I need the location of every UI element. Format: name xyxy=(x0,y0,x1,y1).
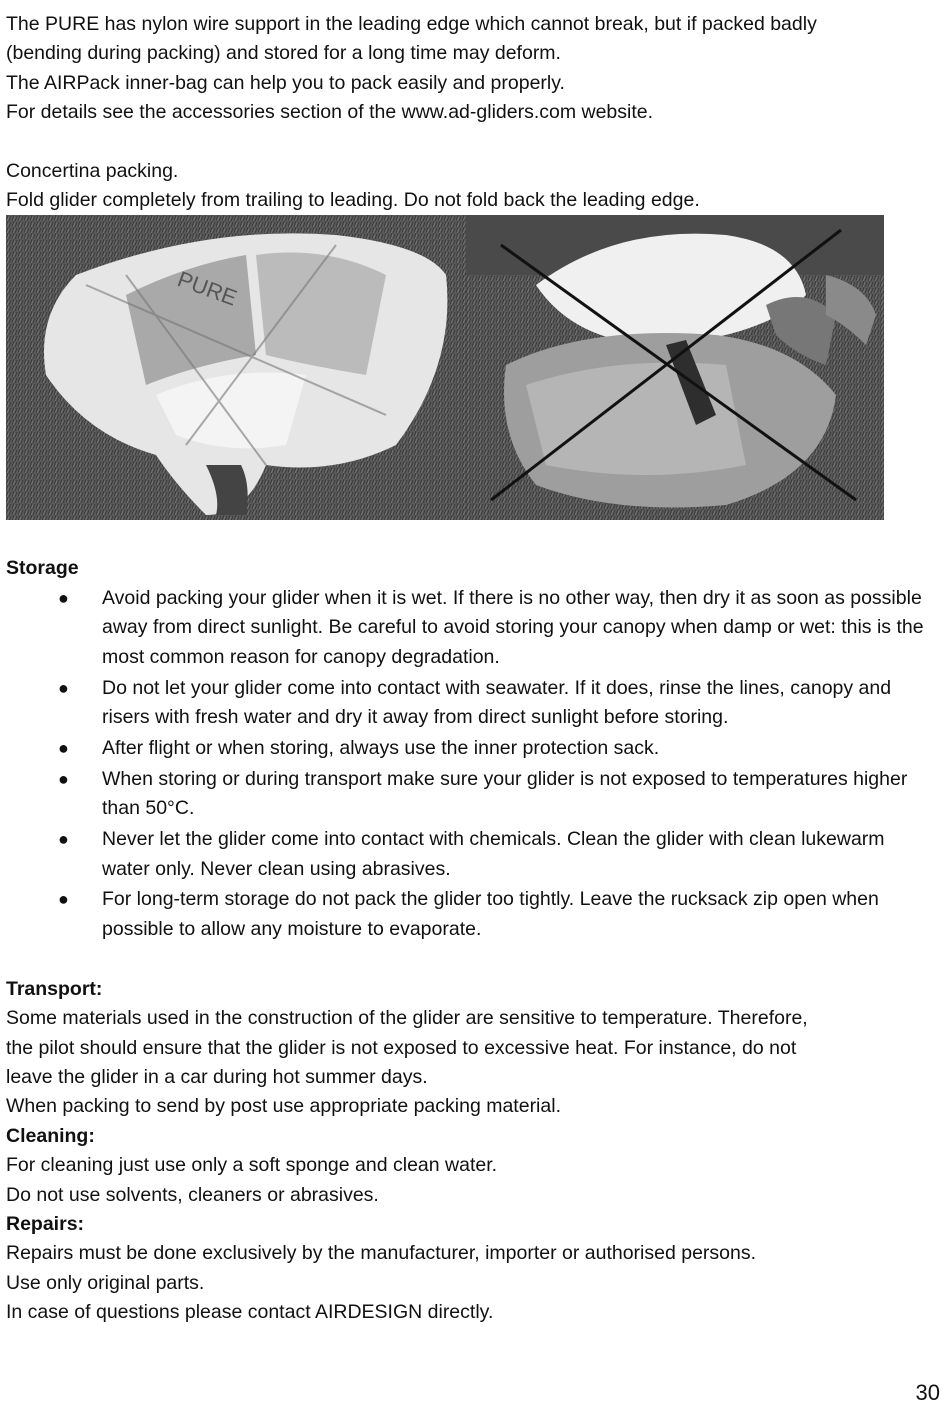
storage-item-text: After flight or when storing, always use the inner protection sack. xyxy=(102,736,660,759)
repairs-line: In case of questions please contact AIRDESIGN directly. xyxy=(6,1301,494,1324)
storage-item-text: For long-term storage do not pack the glider too tightly. Leave the rucksack zip open when possible to allow any moisture to evaporate. xyxy=(102,888,879,940)
storage-list xyxy=(6,584,936,944)
transport-line: the pilot should ensure that the glider is not exposed to excessive heat. For instance, do not xyxy=(6,1036,797,1059)
manual-page xyxy=(6,10,936,1328)
list-item xyxy=(6,885,936,944)
storage-item-text: Never let the glider come into contact with chemicals. Clean the glider with clean lukewarm water only. Never clean using abrasives. xyxy=(102,828,885,880)
intro-line: The PURE has nylon wire support in the leading edge which cannot break, but if packed badly xyxy=(6,13,817,35)
bullet-icon: ● xyxy=(58,587,69,608)
repairs-heading: Repairs: xyxy=(6,1212,85,1235)
transport-line: Some materials used in the construction of the glider are sensitive to temperature. Therefore, xyxy=(6,1007,808,1030)
bullet-icon: ● xyxy=(58,829,69,850)
cleaning-line: For cleaning just use only a soft sponge and clean water. xyxy=(6,1154,498,1177)
storage-heading: Storage xyxy=(6,557,79,580)
bullet-icon: ● xyxy=(58,889,69,910)
cleaning-heading: Cleaning: xyxy=(6,1124,95,1147)
list-item xyxy=(6,825,936,884)
intro-line: For details see the accessories section of the www.ad-gliders.com website. xyxy=(6,101,654,124)
incorrect-packing-photo xyxy=(466,215,884,520)
list-item xyxy=(6,584,936,672)
page-number: 30 xyxy=(915,1380,940,1405)
intro-line: The AIRPack inner-bag can help you to pack easily and properly. xyxy=(6,71,565,94)
storage-item-text: When storing or during transport make sure your glider is not exposed to temperatures higher than 50°C. xyxy=(102,767,908,820)
transport-line: When packing to send by post use appropriate packing material. xyxy=(6,1095,561,1118)
bullet-icon: ● xyxy=(58,737,69,758)
repairs-line: Repairs must be done exclusively by the manufacturer, importer or authorised persons. xyxy=(6,1242,757,1265)
list-item xyxy=(6,674,936,733)
concertina-title: Concertina packing. xyxy=(6,159,179,182)
packing-photos xyxy=(6,215,936,525)
bullet-icon: ● xyxy=(58,677,69,698)
list-item xyxy=(6,765,936,824)
cleaning-line: Do not use solvents, cleaners or abrasives. xyxy=(6,1183,379,1206)
transport-line: leave the glider in a car during hot summer days. xyxy=(6,1065,428,1088)
repairs-line: Use only original parts. xyxy=(6,1271,205,1294)
storage-item-text: Do not let your glider come into contact with seawater. If it does, rinse the lines, canopy and risers with fresh water and dry it away from direct sunlight before storing. xyxy=(102,676,892,728)
list-item xyxy=(6,734,936,763)
bullet-icon: ● xyxy=(58,768,69,789)
storage-item-text: Avoid packing your glider when it is wet. If there is no other way, then dry it as soon as possible away from direct sunlight. Be careful to avoid storing your canopy when damp or wet: this is the most common reason for canopy degradation. xyxy=(102,586,924,668)
correct-packing-photo xyxy=(6,215,466,520)
intro-line: (bending during packing) and stored for a long time may deform. xyxy=(6,42,561,65)
concertina-text: Fold glider completely from trailing to leading. Do not fold back the leading edge. xyxy=(6,189,700,212)
transport-heading: Transport: xyxy=(6,977,103,1000)
svg-text:PURE: PURE xyxy=(174,266,241,312)
